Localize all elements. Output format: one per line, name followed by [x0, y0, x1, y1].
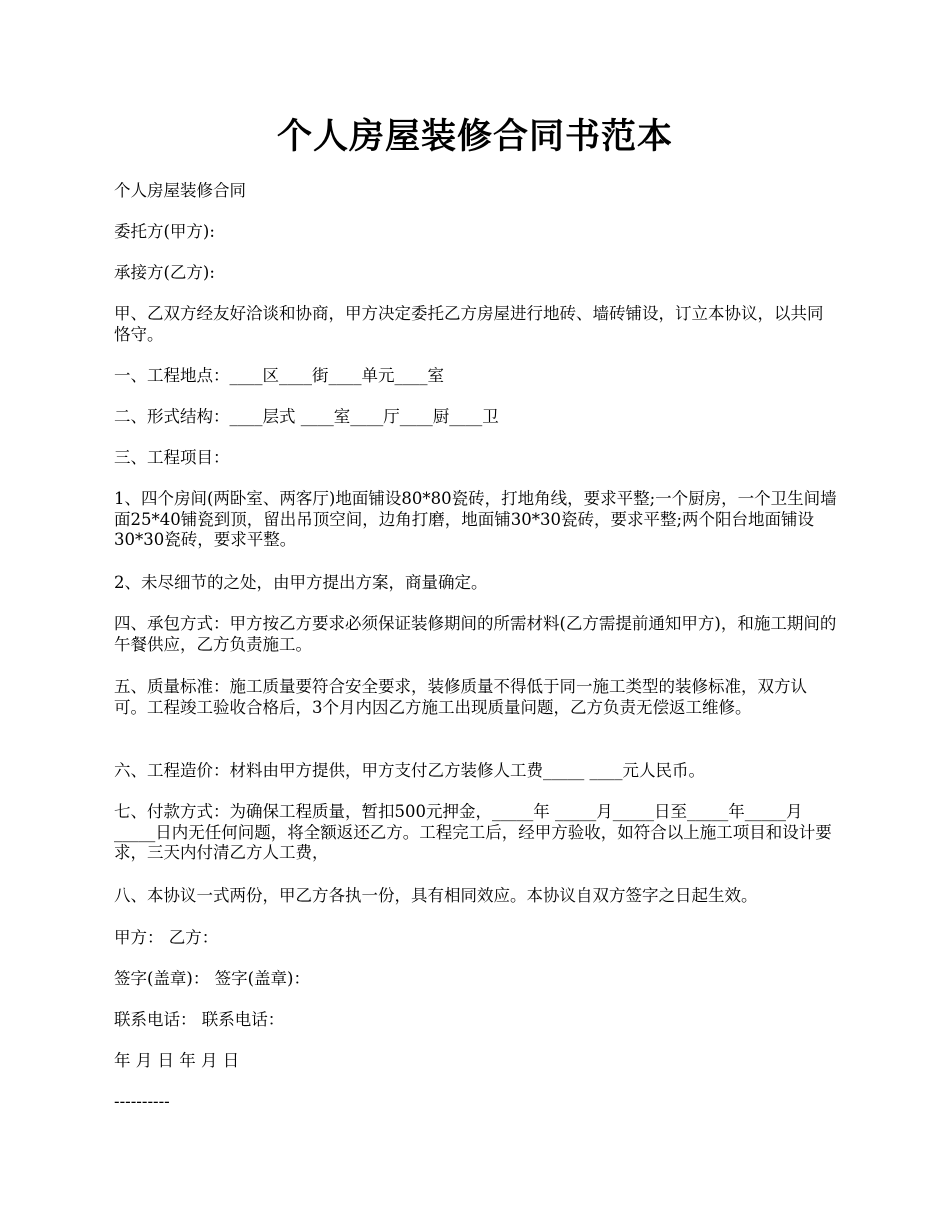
preamble-paragraph: 甲、乙双方经友好洽谈和协商，甲方决定委托乙方房屋进行地砖、墙砖铺设，订立本协议，以共同恪守。	[114, 304, 824, 344]
clause-project-item-2: 2、未尽细节的之处，由甲方提出方案，商量确定。	[114, 573, 488, 592]
party-a-line: 委托方(甲方):	[114, 222, 215, 241]
signature-phone: 联系电话： 联系电话：	[114, 1010, 285, 1029]
clause-structure: 二、形式结构：____层式 ____室____厅____厨____卫	[114, 407, 499, 426]
clause-cost: 六、工程造价：材料由甲方提供，甲方支付乙方装修人工费_____ ____元人民币。	[114, 761, 705, 780]
clause-location: 一、工程地点：____区____街____单元____室	[114, 366, 444, 385]
signature-date: 年 月 日 年 月 日	[114, 1051, 240, 1070]
signature-parties: 甲方： 乙方：	[114, 928, 219, 947]
clause-contracting-method: 四、承包方式：甲方按乙方要求必须保证装修期间的所需材料(乙方需提前通知甲方)，和施工期间的午餐供应，乙方负责施工。	[114, 614, 837, 654]
clause-project-heading: 三、工程项目：	[114, 448, 230, 467]
clause-project-item-1: 1、四个房间(两卧室、两客厅)地面铺设80*80瓷砖，打地角线，要求平整;一个厨房，一个卫生间墙面25*40铺瓷到顶，留出吊顶空间，边角打磨，地面铺30*30瓷砖，要求平整;两个阳台地面铺设30*30瓷砖，要求平整。	[114, 489, 837, 549]
party-b-line: 承接方(乙方):	[114, 263, 215, 282]
contract-subtitle: 个人房屋装修合同	[114, 181, 246, 200]
signature-seal: 签字(盖章)： 签字(盖章)：	[114, 969, 310, 988]
clause-copies: 八、本协议一式两份，甲乙方各执一份，具有相同效应。本协议自双方签字之日起生效。	[114, 886, 758, 905]
document-title: 个人房屋装修合同书范本	[276, 116, 673, 157]
clause-quality-standard: 五、质量标准：施工质量要符合安全要求，装修质量不得低于同一施工类型的装修标准，双方认可。工程竣工验收合格后，3个月内因乙方施工出现质量问题，乙方负责无偿返工维修。	[114, 677, 807, 717]
document-separator: ----------	[114, 1092, 170, 1111]
clause-payment: 七、付款方式：为确保工程质量，暂扣500元押金，_____年 _____月_____日至_____年_____月_____日内无任何问题，将全额返还乙方。工程完工后，经甲方验收，如符合以上施工项目和设计要求，三天内付清乙方人工费，	[114, 802, 832, 862]
